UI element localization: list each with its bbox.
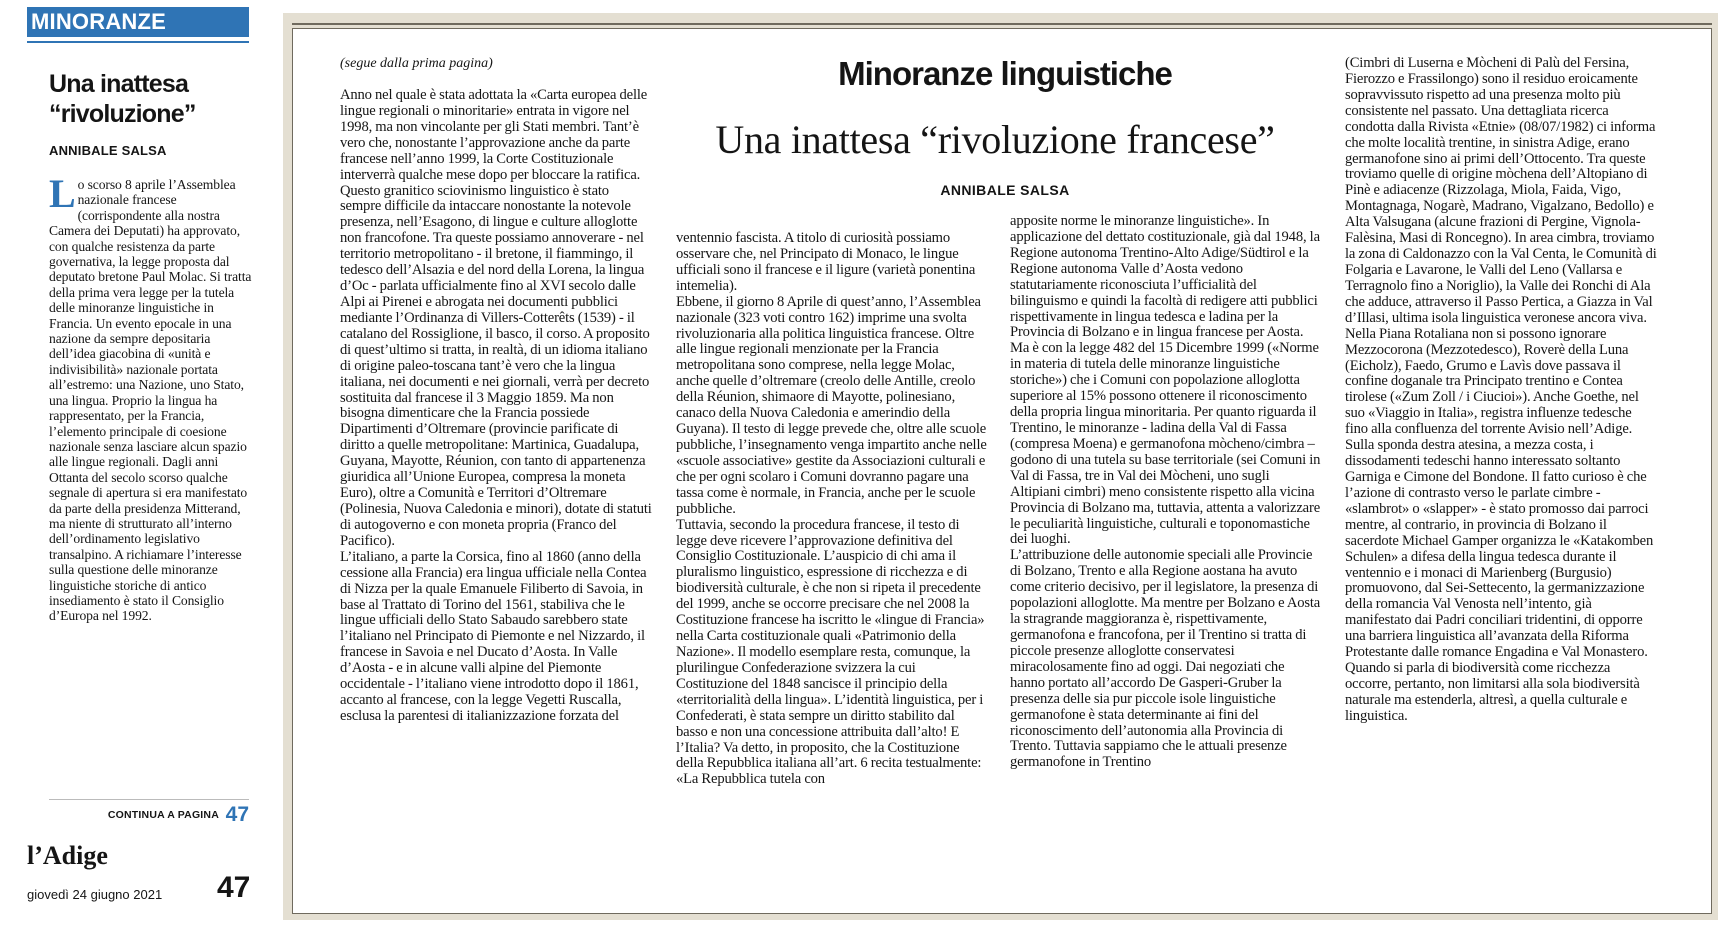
section-rule bbox=[27, 41, 249, 43]
front-page-teaser bbox=[27, 5, 253, 905]
paragraph: L’attribuzione delle autonomie speciali alle Provincie di Bolzano, Trento e alla Regione aostana ha avuto come criterio decisivo, per il legislatore, la presenza di popolazioni alloglotte. Ma mentre per Bolzano e Aosta la stragrande maggioranza è, rispettivamente, germanofona e francofona, per il Trentino si tratta di piccole presenze alloglotte conservatesi miracolosamente fino ad oggi. Dai negoziati che hanno portato all’accordo De Gasperi-Gruber la presenza delle sia pur piccole isole linguistiche germanofone è stata determinante ai fini del riconoscimento dell’autonomia alla Provincia di Trento. Tuttavia sappiamo che le attuali presenze germanofone in Trentino bbox=[1010, 547, 1321, 771]
continue-page-number: 47 bbox=[225, 803, 249, 826]
continue-label: CONTINUA A PAGINA bbox=[107, 809, 219, 821]
paragraph: Quando si parla di biodiversità come ricchezza occorre, pertanto, non limitarsi alla sola biodiversità naturale ma estenderla, altresì, a quella culturale e linguistica. bbox=[1345, 660, 1640, 724]
paragraph: (Cimbri di Luserna e Mòcheni di Palù del Fersina, Fierozzo e Frassilongo) sono il residuo eroicamente sopravvissuto rispetto ad una presenza molto più consistente nel passato. Una dettagliata ricerca condotta dalla Rivista «Etnie» (08/07/1982) ci informa che molte località trentine, in sinistra Adige, erano germanofone sino ai primi dell’Ottocento. Tra queste troviamo quelle di origine mòchena dell’Altopiano di Pinè e adiacenze (Rizzolaga, Miola, Faida, Vigo, Montagnaga, Nogarè, Madrano, Vigalzano, Bedollo) e Alta Valsugana (alcune frazioni di Pergine, Vignola-Falèsina, Masi di Roncegno). In area cimbra, troviamo la zona di Caldonazzo con la Val Centa, le Comunità di Folgaria e Lavarone, le Valli del Leno (Vallarsa e Terragnolo fino a Noriglio), la Valle dei Ronchi di Ala che adduce, attraverso il Passo Pertica, a Giazza in Val d’Illasi, ultima isola linguistica veronese ancora viva. Nella Piana Rotaliana non si possono ignorare Mezzocorona (Mezzotedesco), Roverè della Luna (Eicholz), Faedo, Grumo e Lavìs dove passava il confine doganale tra Principato trentino e Contea tirolese («Zum Zoll / i Ciucioi»). Anche Goethe, nel suo «Viaggio in Italia», registra influenze tedesche fino alla confluenza del torrente Avisio nell’Adige. Sulla sponda destra atesina, a mezza costa, i dissodamenti tedeschi hanno interessato soltanto Garniga e Cimone del Bondone. Il fatto curioso è che l’azione di contrasto verso le parlate cimbre - «slambrot» o «slapper» - è stato promosso dai parroci mentre, al contrario, in provincia di Bolzano il sacerdote Michael Gamper organizza le «Katakomben Schulen» a difesa della lingua tedesca durante il ventennio e i monaci di Marienberg (Burgusio) promuovono, dal Sei-Settecento, la germanizzazione della romancia Val Venosta nell’intento, già manifestato dai Padri conciliari tridentini, di opporre una barriera linguistica all’avanzata della Riforma Protestante dalle romance Engadina e Val Monastero. bbox=[1345, 55, 1657, 661]
teaser-title: Una inattesa “rivoluzione” bbox=[49, 70, 196, 128]
article-column-2 bbox=[676, 231, 988, 788]
paragraph: Ebbene, il giorno 8 Aprile di quest’anno, l’Assemblea nazionale (323 voti contro 162) imprime una svolta rivoluzionaria alla politica linguistica francese. Oltre alle lingue regionali menzionate per la Francia metropolitana sono comprese, nella legge Molac, anche quelle d’oltremare (creolo delle Antille, creolo della Réunion, shimaore di Mayotte, polinesiano, canaco della Nuova Caledonia e amerindio della Guyana). Il testo di legge prevede che, oltre alle scuole pubbliche, l’insegnamento venga impartito anche nelle «scuole associative» gestite da Associazioni culturali e che per ogni scolaro i Comuni dovranno pagare una tassa come è normale, in Francia, anche per le scuole pubbliche. bbox=[676, 293, 987, 517]
teaser-author: ANNIBALE SALSA bbox=[49, 143, 167, 158]
paragraph: apposite norme le minoranze linguistiche». In applicazione del dettato costituzionale, già dal 1948, la Regione autonoma Trentino-Alto Adige/Südtirol e la Regione autonoma Valle d’Aosta vedono statutariamente riconosciuta l’ufficialità del bilinguismo e quindi la facoltà di redigere atti pubblici rispettivamente in lingua tedesca e ladina per la Provincia di Bolzano e in lingua francese per Aosta. Ma è con la legge 482 del 15 Dicembre 1999 («Norme in materia di tutela delle minoranze linguistiche storiche») che i Comuni con popolazione alloglotta superiore al 15% possono ottenere il riconoscimento della propria lingua minoritaria. Per quanto riguarda il Trentino, le minoranze - ladina della Val di Fassa (compresa Moena) e germanofona mòcheno/cimbra – godono di una tutela su base territoriale (sei Comuni in Val di Fassa, tre in Val dei Mòcheni, uno sugli Altipiani cimbri) meno consistente rispetto alla vicina Provincia di Bolzano ma, tuttavia, attenta a valorizzare le peculiarità linguistiche, culturali e toponomastiche dei luoghi. bbox=[1010, 213, 1321, 548]
section-label: MINORANZE bbox=[27, 7, 249, 37]
article-column-1 bbox=[340, 88, 652, 725]
paragraph: Tuttavia, secondo la procedura francese, il testo di legge deve ricevere l’approvazione definitiva del Consiglio Costituzionale. L’auspicio di chi ama il pluralismo linguistico, espressione di ricchezza e di biodiversità culturale, è che non si ripeta il precedente del 1999, anche se occorre precisare che nel 2008 la Costituzione francese ha iscritto le «lingue di Francia» nella Carta costituzionale quali «Patrimonio della Nazione». Il modello esemplare resta, comunque, la plurilingue Confederazione svizzera la cui Costituzione del 1848 sancisce il principio della «territorialità della lingua». L’identità linguistica, per i Confederati, è stata sempre un diritto stabilito dal basso e non una concessione attribuita dall’alto! E l’Italia? Va detto, in proposito, che la Costituzione della Repubblica italiana all’art. 6 recita testualmente: «La Repubblica tutela con bbox=[676, 516, 985, 788]
article-byline: ANNIBALE SALSA bbox=[940, 182, 1070, 198]
article-top-rule bbox=[292, 23, 1712, 25]
article-headline: Una inattesa “rivoluzione francese” bbox=[715, 117, 1275, 162]
article-kicker: (segue dalla prima pagina) bbox=[340, 56, 493, 71]
issue-date: giovedì 24 giugno 2021 bbox=[27, 887, 163, 902]
paragraph: L’italiano, a parte la Corsica, fino al 1860 (anno della cessione alla Francia) era lingua ufficiale nella Contea di Nizza per la quale Emanuele Filiberto di Savoia, in base al Trattato di Torino del 1561, stabiliva che le lingue ufficiali dello Stato Sabaudo sarebbero state l’italiano nel Principato di Piemonte e nel Nizzardo, il francese in Savoia e nel Ducato d’Aosta. In Valle d’Aosta - e in alcune valli alpine del Piemonte occidentale - l’italiano viene introdotto dopo il 1861, accanto al francese, con la legge Vegetti Ruscalla, esclusa la parentesi di italianizzazione forzata del bbox=[340, 548, 647, 724]
paragraph: Anno nel quale è stata adottata la «Carta europea delle lingue regionali o minoritarie» entrata in vigore nel 1998, ma non vincolante per gli Stati membri. Tant’è vero che, nonostante l’approvazione anche da parte francese nell’anno 1999, la Corte Costituzionale interverrà qualche mese dopo per bloccare la ratifica. Questo granitico sciovinismo linguistico è stato sempre difficile da intaccare nonostante la notevole presenza, nell’Esagono, di lingue e culture alloglotte non francofone. Tra queste possiamo annoverare - nel territorio metropolitano - il bretone, il fiammingo, il tedesco dell’Alsazia e del nord della Lorena, la lingua d’Oc - parlata ufficialmente fino al XVI secolo dalle Alpi ai Pirenei e abrogata nei documenti pubblici mediante l’Ordinanza di Villers-Cotterêts (1539) - il catalano del Rossiglione, il basco, il corso. A proposito di quest’ultimo si tratta, in realtà, di un idioma italiano di origine paleo-toscana tant’è vero che la lingua italiana, nei documenti e nei giornali, verrà per decreto sostituita dal francese il 3 Maggio 1859. Ma non bisogna dimenticare che la Francia possiede Dipartimenti d’Oltremare (provincie parificate di diritto a quelle metropolitane: Martinica, Guadalupa, Guyana, Mayotte, Réunion, con tanto di appartenenza giuridica all’Unione Europea, compresa la moneta Euro), oltre a Comunità e Territori d’Oltremare (Polinesia, Nuova Caledonia e minori), dotate di statuti di autogoverno e con moneta propria (Franco del Pacifico). bbox=[340, 87, 652, 549]
teaser-body bbox=[49, 171, 259, 624]
article-section-title: Minoranze linguistiche bbox=[838, 55, 1172, 92]
teaser-text: o scorso 8 aprile l’Assemblea nazionale francese (corrispondente alla nostra Camera dei Deputati) ha approvato, con qualche resistenza da parte governativa, la legge proposta dal deputato bretone Paul Molac. Si tratta della prima vera legge per la tutela delle minoranze linguistiche in Francia. Un evento epocale in una nazione da sempre depositaria dell’idea giacobina di «unità e indivisibilità» nazionale portata all’estremo: una Nazione, uno Stato, una lingua. Proprio la lingua ha rappresentato, per la Francia, l’elemento principale di coesione nazionale senza lasciare alcun spazio alle lingue regionali. Dagli anni Ottanta del secolo scorso qualche segnale di apertura si era manifestato da parte della presidenza Mitterand, ma niente di strutturato all’interno dell’ordinamento legislativo transalpino. A richiamare l’interesse sulla questione delle minoranze linguistiche storiche di antico insediamento è stato il Consiglio d’Europa nel 1992. bbox=[49, 177, 252, 624]
article-column-4 bbox=[1345, 56, 1657, 725]
newspaper-masthead: l’Adige bbox=[27, 841, 108, 870]
continue-reference bbox=[49, 799, 249, 826]
page-number: 47 bbox=[217, 871, 251, 904]
drop-cap: L bbox=[49, 171, 76, 216]
article-column-3 bbox=[1010, 214, 1322, 771]
paragraph: ventennio fascista. A titolo di curiosità possiamo osservare che, nel Principato di Monaco, le lingue ufficiali sono il francese e il ligure (varietà ponentina intemelia). bbox=[676, 230, 976, 294]
